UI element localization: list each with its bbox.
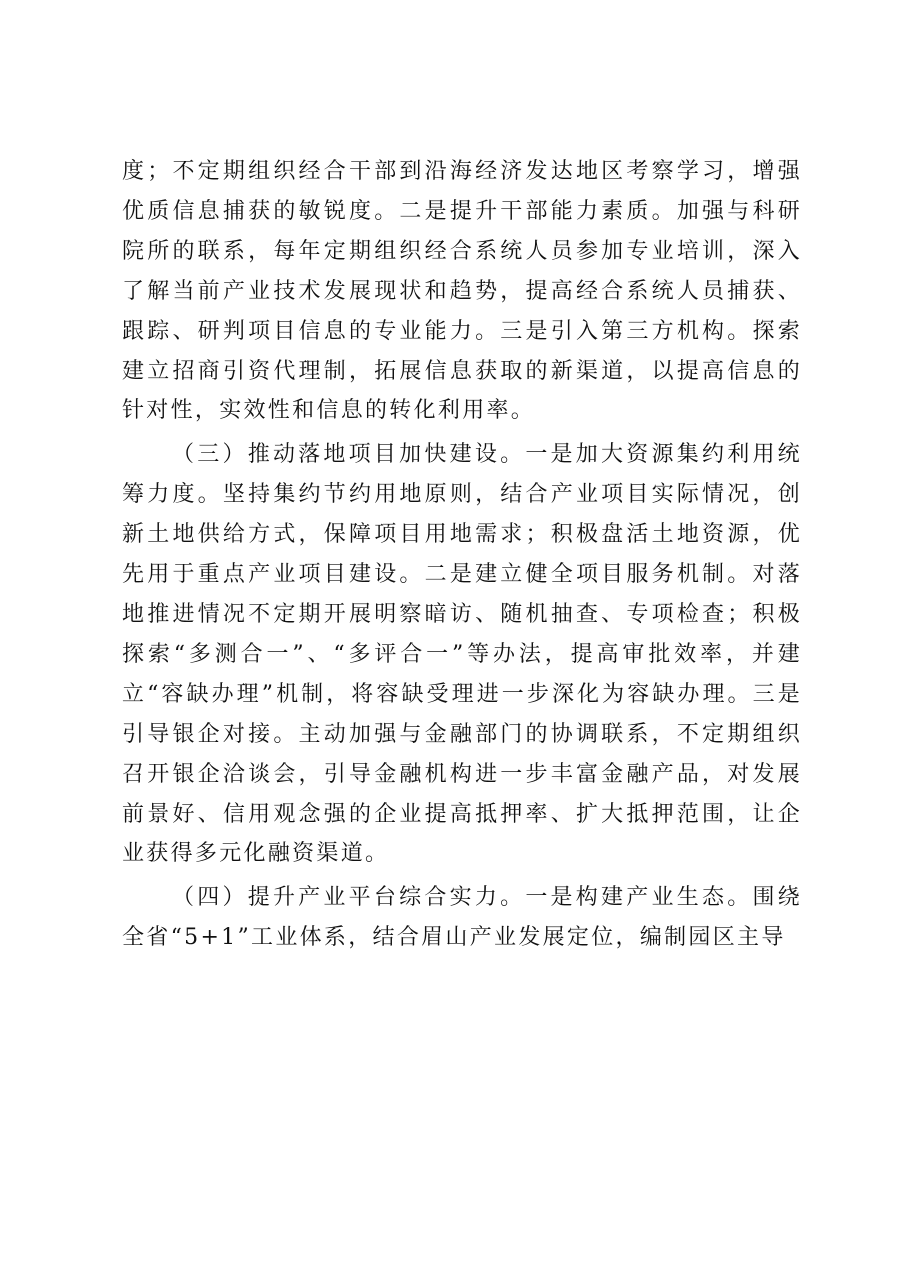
paragraph-section-3: （三）推动落地项目加快建设。一是加大资源集约利用统筹力度。坚持集约节约用地原则，结合产业项目实际情况，创新土地供给方式，保障项目用地需求；积极盘活土地资源，优先用于重点产业项目建设。二是建立健全项目服务机制。对落地推进情况不定期开展明察暗访、随机抽查、专项检查；积极探索“多测合一”、“多评合一”等办法，提高审批效率，并建立“容缺办理”机制，将容缺受理进一步深化为容缺办理。三是引导银企对接。主动加强与金融部门的协调联系，不定期组织召开银企洽谈会，引导金融机构进一步丰富金融产品，对发展前景好、信用观念强的企业提高抵押率、扩大抵押范围，让企业获得多元化融资渠道。 bbox=[122, 442, 802, 867]
paragraph-section-4: （四）提升产业平台综合实力。一是构建产业生态。围绕全省“5+1”工业体系，结合眉山产业发展定位，编制园区主导 bbox=[122, 885, 802, 951]
document-page bbox=[122, 152, 802, 958]
paragraph-continuation: 度；不定期组织经合干部到沿海经济发达地区考察学习，增强优质信息捕获的敏锐度。二是提升干部能力素质。加强与科研院所的联系，每年定期组织经合系统人员参加专业培训，深入了解当前产业技术发展现状和趋势，提高经合系统人员捕获、跟踪、研判项目信息的专业能力。三是引入第三方机构。探索建立招商引资代理制，拓展信息获取的新渠道，以提高信息的针对性，实效性和信息的转化利用率。 bbox=[122, 159, 802, 424]
